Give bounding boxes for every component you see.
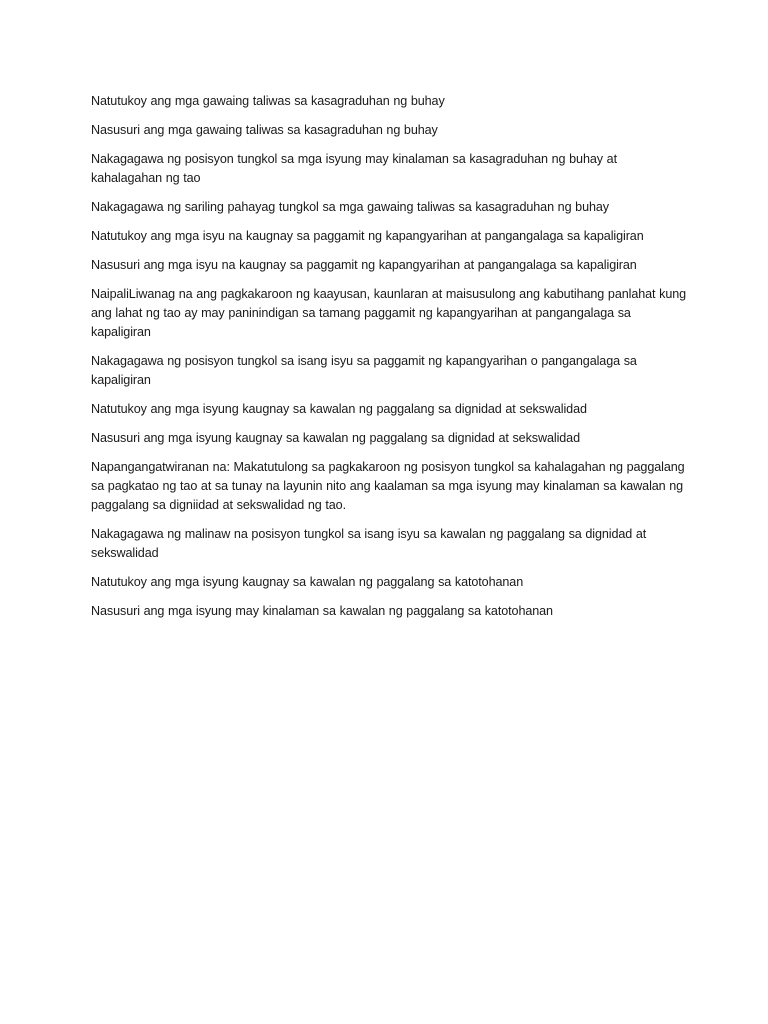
paragraph-11: Napangangatwiranan na: Makatutulong sa pagkakaroon ng posisyon tungkol sa kahalagahan ng paggalang sa pagkatao ng tao at sa tunay na layunin nito ang kaalaman sa mga isyung may kinalaman sa kawalan ng paggalang sa digniidad at sekswalidad ng tao. [91, 460, 685, 512]
paragraph-5: Natutukoy ang mga isyu na kaugnay sa paggamit ng kapangyarihan at pangangalaga sa kapaligiran [91, 229, 644, 243]
paragraph-12: Nakagagawa ng malinaw na posisyon tungkol sa isang isyu sa kawalan ng paggalang sa dignidad at sekswalidad [91, 527, 647, 560]
paragraph-10: Nasusuri ang mga isyung kaugnay sa kawalan ng paggalang sa dignidad at sekswalidad [91, 431, 580, 445]
paragraph-9: Natutukoy ang mga isyung kaugnay sa kawalan ng paggalang sa dignidad at sekswalidad [91, 402, 587, 416]
paragraph-8: Nakagagawa ng posisyon tungkol sa isang isyu sa paggamit ng kapangyarihan o pangangalaga sa kapaligiran [91, 354, 637, 387]
paragraph-4: Nakagagawa ng sariling pahayag tungkol sa mga gawaing taliwas sa kasagraduhan ng buhay [91, 200, 609, 214]
paragraph-2: Nasusuri ang mga gawaing taliwas sa kasagraduhan ng buhay [91, 123, 438, 137]
document-body [91, 92, 691, 631]
paragraph-14: Nasusuri ang mga isyung may kinalaman sa kawalan ng paggalang sa katotohanan [91, 604, 553, 618]
paragraph-7: NaipaliLiwanag na ang pagkakaroon ng kaayusan, kaunlaran at maisusulong ang kabutihang panlahat kung ang lahat ng tao ay may paninindigan sa tamang paggamit ng kapangyarihan at pangangalaga sa kapaligiran [91, 287, 687, 339]
paragraph-3: Nakagagawa ng posisyon tungkol sa mga isyung may kinalaman sa kasagraduhan ng buhay at kahalagahan ng tao [91, 152, 617, 185]
paragraph-6: Nasusuri ang mga isyu na kaugnay sa paggamit ng kapangyarihan at pangangalaga sa kapaligiran [91, 258, 637, 272]
paragraph-1: Natutukoy ang mga gawaing taliwas sa kasagraduhan ng buhay [91, 94, 445, 108]
paragraph-13: Natutukoy ang mga isyung kaugnay sa kawalan ng paggalang sa katotohanan [91, 575, 524, 589]
